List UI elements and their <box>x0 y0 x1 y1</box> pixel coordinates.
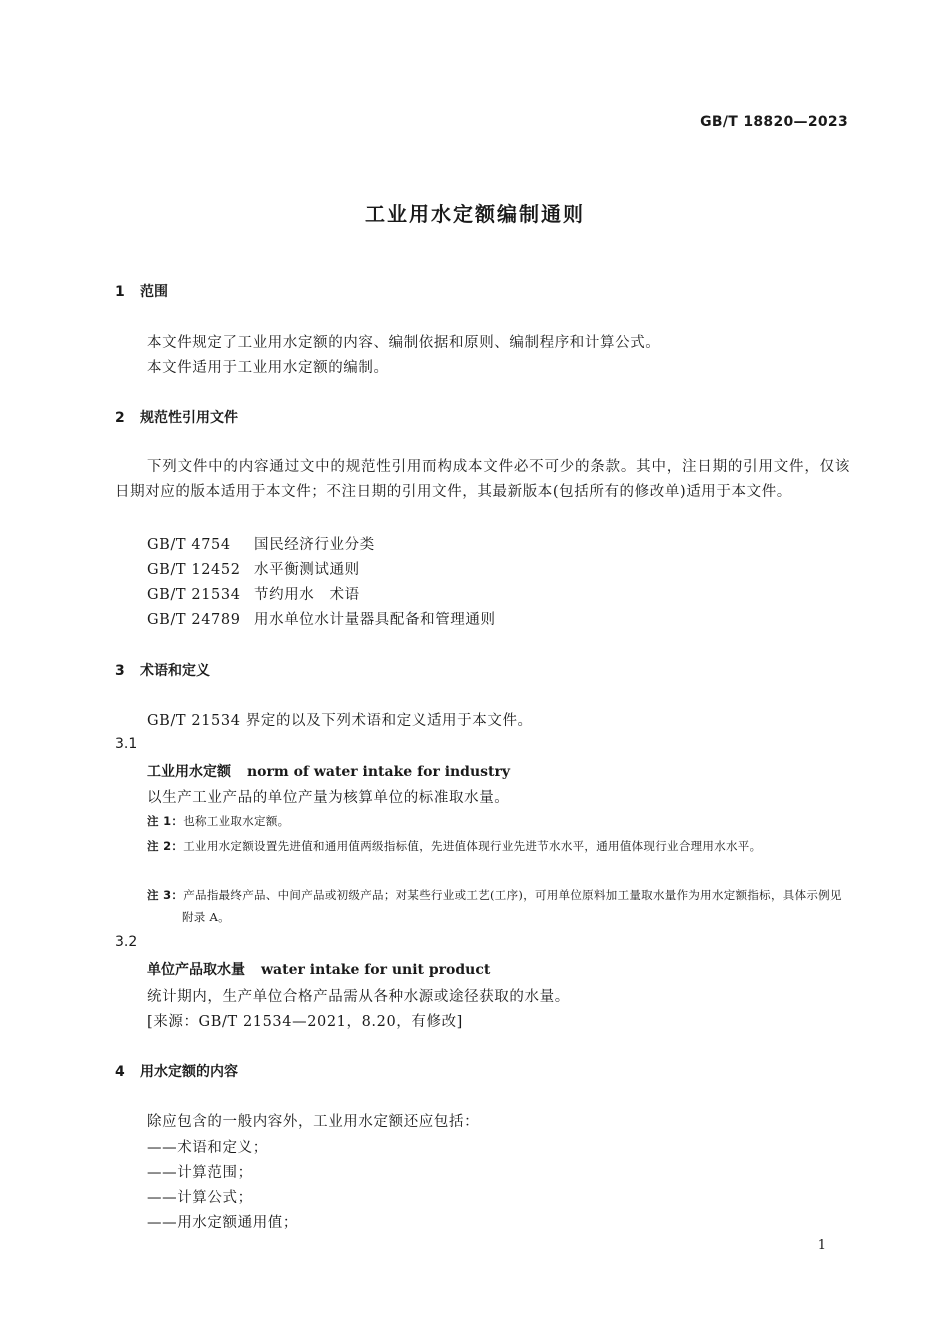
page-number: 1 <box>817 1238 826 1253</box>
term-note: 注 3：产品指最终产品、中间产品或初级产品；对某些行业或工艺(工序)，可用单位原料加工量取水量作为用水定额指标，具体示例见附录 A。 <box>147 888 842 924</box>
term-heading: 工业用水定额 norm of water intake for industry <box>147 764 511 780</box>
section-1-paragraph: 本文件规定了工业用水定额的内容、编制依据和原则、编制程序和计算公式。 <box>147 335 661 351</box>
section-4-intro: 除应包含的一般内容外，工业用水定额还应包括： <box>147 1114 480 1130</box>
reference-item: GB/T 12452 水平衡测试通则 <box>147 562 360 578</box>
list-item: ——计算范围； <box>147 1165 253 1181</box>
section-2-intro: 下列文件中的内容通过文中的规范性引用而构成本文件必不可少的条款。其中，注日期的引用文件，仅该日期对应的版本适用于本文件；不注日期的引用文件，其最新版本(包括所有的修改单)适用于本文件。 <box>115 459 850 500</box>
reference-item: GB/T 24789 用水单位水计量器具配备和管理通则 <box>147 612 496 628</box>
standard-number: GB/T 18820—2023 <box>700 114 848 130</box>
section-3-intro: GB/T 21534 界定的以及下列术语和定义适用于本文件。 <box>147 713 533 729</box>
document-title: 工业用水定额编制通则 <box>365 202 585 226</box>
term-source: [来源：GB/T 21534—2021，8.20，有修改] <box>147 1014 463 1030</box>
list-item: ——术语和定义； <box>147 1140 268 1156</box>
term-number: 3.2 <box>115 934 138 950</box>
term-definition: 统计期内，生产单位合格产品需从各种水源或途径获取的水量。 <box>147 989 570 1005</box>
list-item: ——计算公式； <box>147 1190 253 1206</box>
reference-item: GB/T 4754 国民经济行业分类 <box>147 537 375 553</box>
section-4-heading: 4 用水定额的内容 <box>115 1064 238 1080</box>
term-note: 注 2：工业用水定额设置先进值和通用值两级指标值，先进值体现行业先进节水水平，通用值体现行业合理用水水平。 <box>147 839 762 853</box>
section-2-heading: 2 规范性引用文件 <box>115 410 238 426</box>
term-note: 注 1：也称工业取水定额。 <box>147 814 290 828</box>
term-definition: 以生产工业产品的单位产量为核算单位的标准取水量。 <box>147 790 510 806</box>
term-number: 3.1 <box>115 736 138 752</box>
term-heading: 单位产品取水量 water intake for unit product <box>147 962 491 978</box>
section-1-paragraph: 本文件适用于工业用水定额的编制。 <box>147 360 389 376</box>
reference-item: GB/T 21534 节约用水 术语 <box>147 587 360 603</box>
list-item: ——用水定额通用值； <box>147 1215 298 1231</box>
section-3-heading: 3 术语和定义 <box>115 663 210 679</box>
section-1-heading: 1 范围 <box>115 284 168 300</box>
